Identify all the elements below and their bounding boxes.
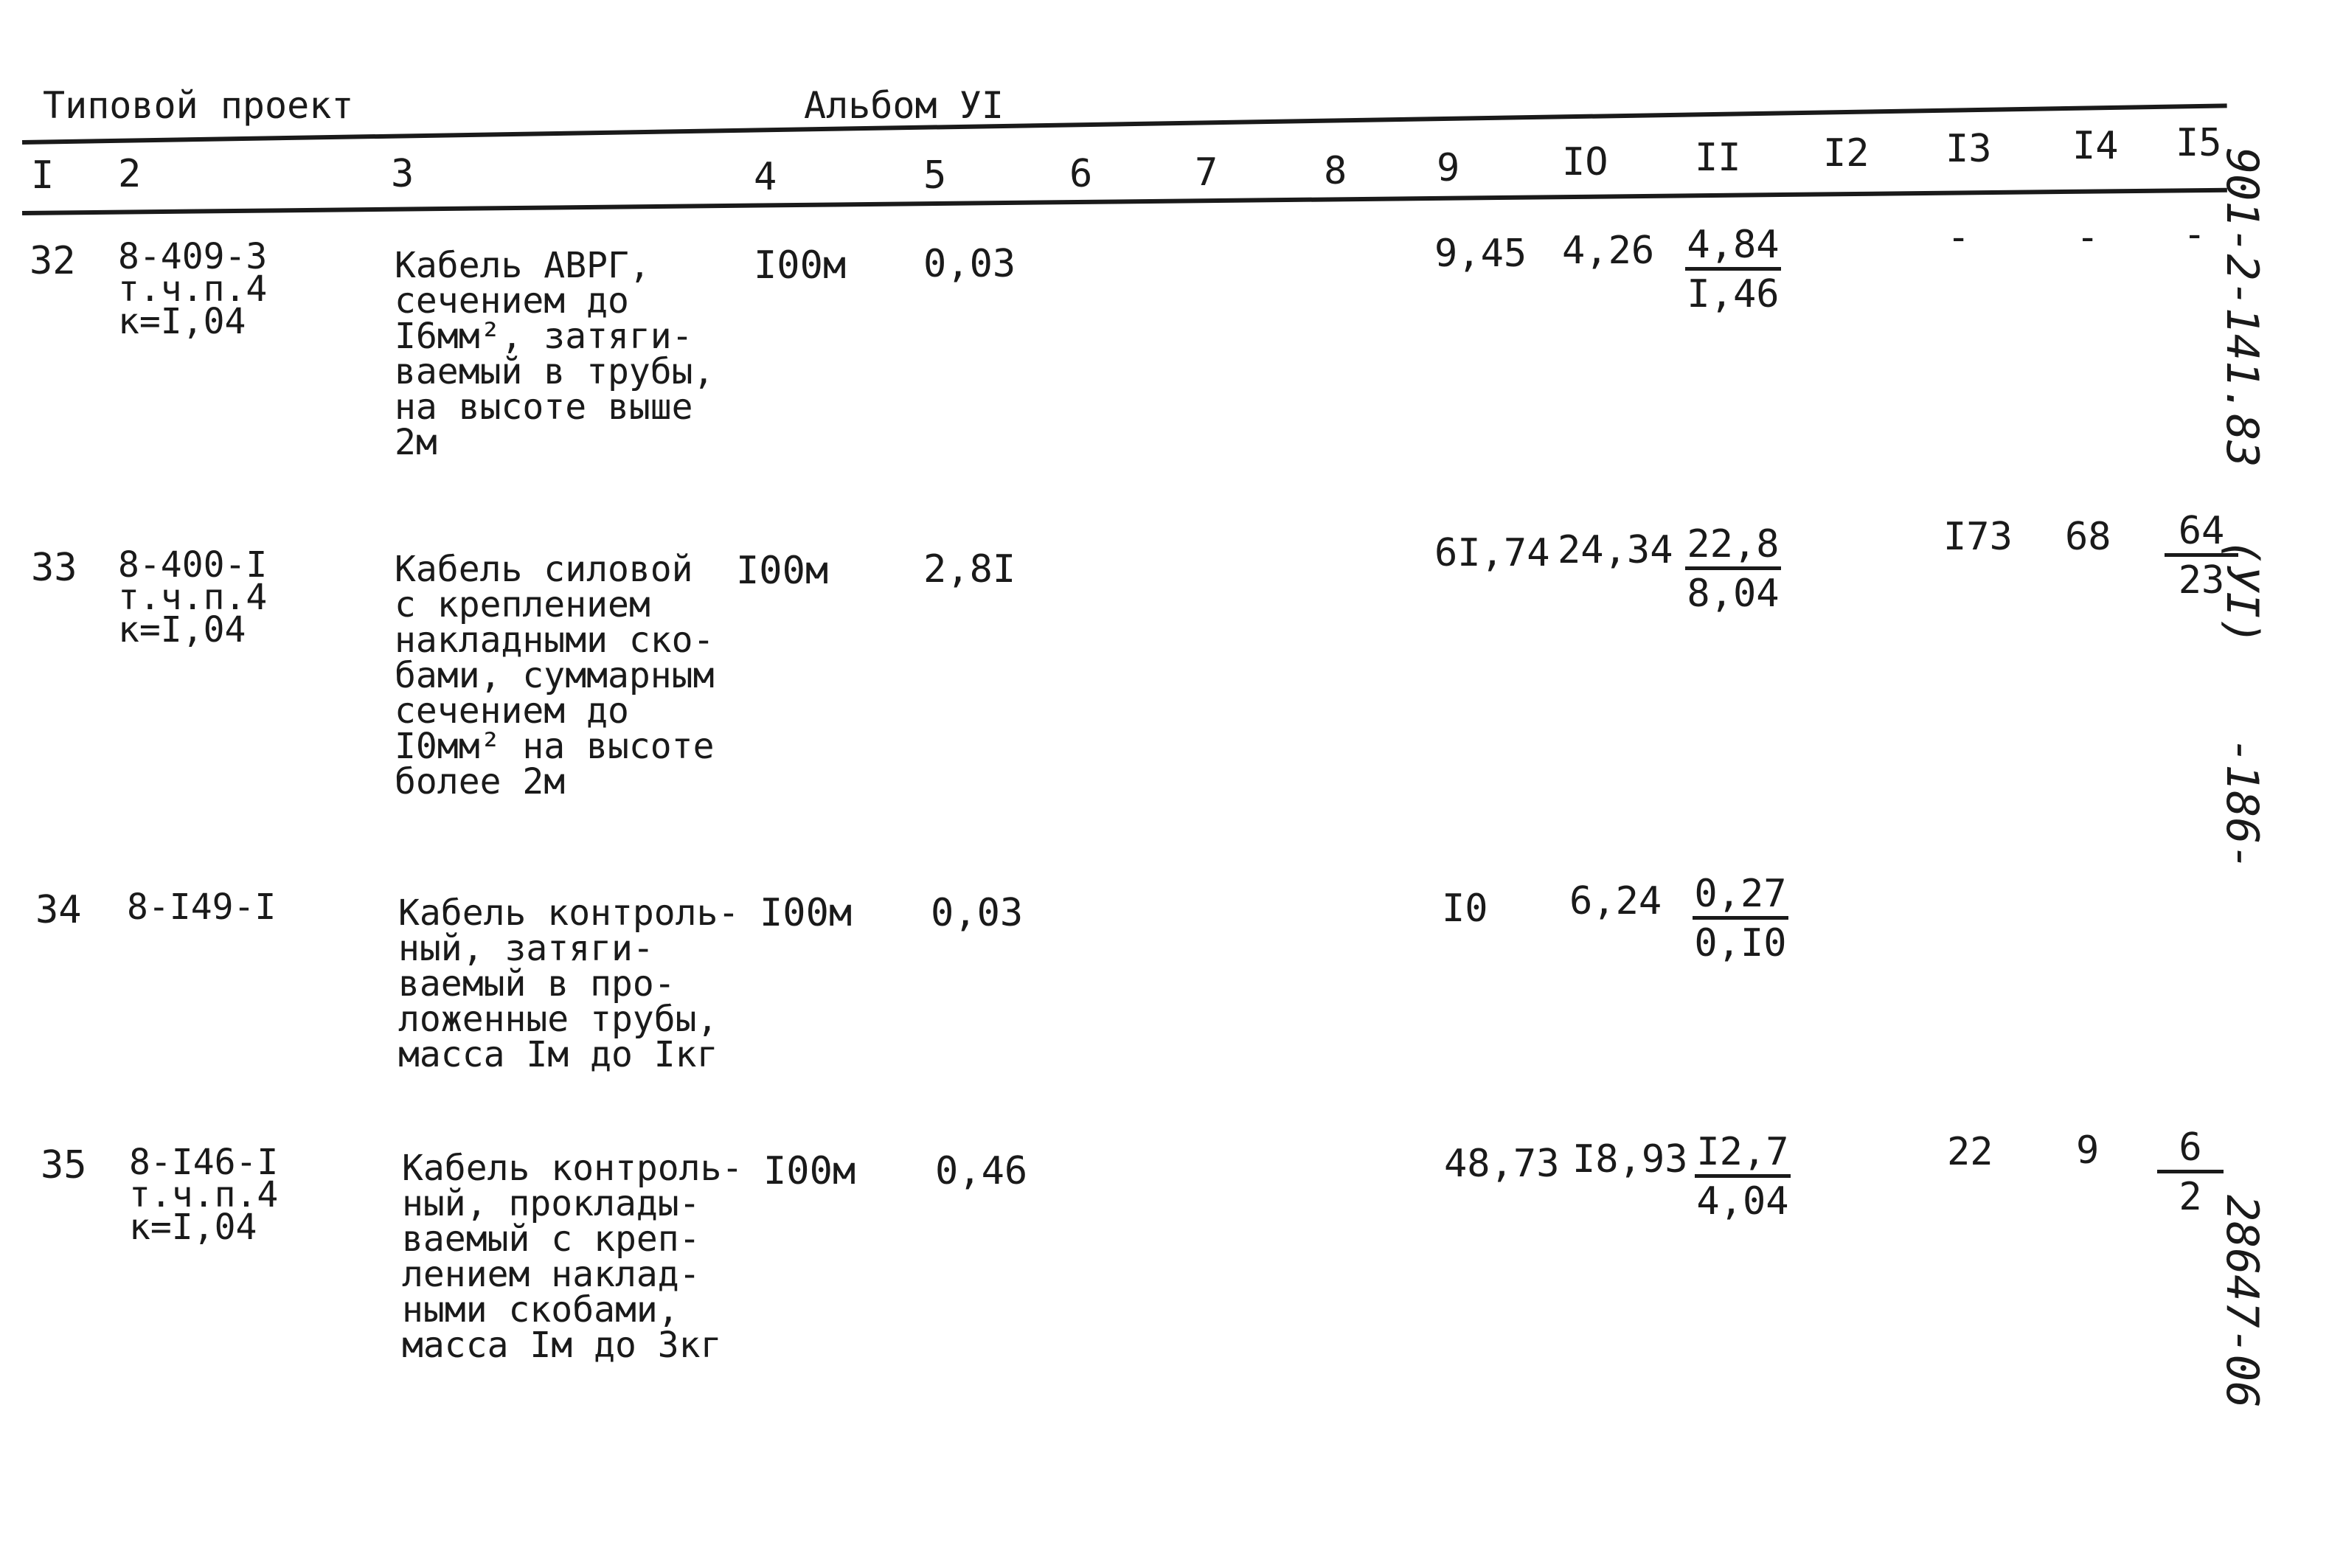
row-col14: 9 bbox=[2076, 1128, 2100, 1173]
row-col10: 6,24 bbox=[1569, 879, 1662, 923]
header-bottom-rule bbox=[22, 188, 2227, 215]
row-col11-fraction bbox=[1685, 223, 1781, 316]
row-unit: I00м bbox=[754, 243, 847, 288]
row-number: 35 bbox=[41, 1143, 87, 1187]
row-unit: I00м bbox=[763, 1149, 856, 1193]
row-code: 8-I46-I т.ч.п.4 к=I,04 bbox=[129, 1142, 279, 1248]
row-quantity: 0,03 bbox=[923, 242, 1016, 286]
row-col11-fraction bbox=[1695, 1130, 1791, 1224]
row-description: Кабель силовой с креплением накладными ско- бами, суммарным сечением до I0мм² на высоте более 2м bbox=[395, 549, 715, 802]
col-header-7: 7 bbox=[1195, 150, 1218, 195]
row-description: Кабель АВРГ, сечением до I6мм², затяги- ваемый в трубы, на высоте выше 2м bbox=[395, 245, 715, 463]
row-code: 8-409-3 т.ч.п.4 к=I,04 bbox=[118, 236, 268, 342]
row-quantity: 2,8I bbox=[923, 547, 1016, 592]
row-col13: 22 bbox=[1947, 1130, 1993, 1174]
row-col14: 68 bbox=[2065, 515, 2111, 559]
fraction-denominator: 4,04 bbox=[1696, 1179, 1789, 1224]
row-col9: 48,73 bbox=[1444, 1142, 1560, 1186]
row-col10: 24,34 bbox=[1558, 528, 1673, 572]
col-header-11: II bbox=[1695, 136, 1741, 180]
fraction-numerator: 6 bbox=[2157, 1128, 2224, 1173]
row-quantity: 0,03 bbox=[931, 891, 1024, 935]
col-header-9: 9 bbox=[1437, 146, 1460, 190]
col-header-15: I5 bbox=[2176, 121, 2222, 165]
row-col9: 9,45 bbox=[1434, 232, 1527, 276]
row-description: Кабель контроль- ный, проклады- ваемый с креп- лением наклад- ными скобами, масса Iм до 3кг bbox=[402, 1148, 743, 1366]
row-col15-fraction bbox=[2157, 1125, 2224, 1219]
album-label: Альбом УI bbox=[804, 84, 1004, 127]
col-header-6: 6 bbox=[1069, 152, 1093, 196]
row-number: 34 bbox=[35, 888, 82, 932]
row-col10: 4,26 bbox=[1562, 229, 1655, 273]
row-quantity: 0,46 bbox=[935, 1149, 1028, 1193]
row-col9: 6I,74 bbox=[1434, 531, 1550, 575]
fraction-denominator: 8,04 bbox=[1687, 572, 1780, 616]
col-header-14: I4 bbox=[2072, 124, 2119, 168]
margin-note-album: (УI) bbox=[2216, 538, 2268, 645]
margin-note-project-code: 901-2-141.83 bbox=[2216, 148, 2268, 468]
row-col13: I73 bbox=[1943, 515, 2013, 559]
row-col10: I8,93 bbox=[1572, 1137, 1688, 1182]
col-header-3: 3 bbox=[391, 152, 414, 196]
col-header-12: I2 bbox=[1823, 131, 1870, 176]
project-label: Типовой проект bbox=[43, 84, 354, 127]
col-header-2: 2 bbox=[118, 152, 142, 196]
row-col13: - bbox=[1947, 215, 1971, 260]
fraction-denominator: 0,I0 bbox=[1694, 921, 1787, 965]
row-description: Кабель контроль- ный, затяги- ваемый в про- ложенные трубы, масса Iм до Iкг bbox=[398, 892, 740, 1075]
row-code: 8-400-I т.ч.п.4 к=I,04 bbox=[118, 544, 268, 651]
margin-note-page-number: -186- bbox=[2216, 738, 2268, 871]
row-col9: I0 bbox=[1442, 887, 1488, 931]
col-header-8: 8 bbox=[1324, 149, 1347, 193]
row-unit: I00м bbox=[760, 891, 853, 935]
col-header-10: IO bbox=[1562, 140, 1608, 184]
fraction-numerator: 0,27 bbox=[1693, 875, 1788, 920]
fraction-numerator: 4,84 bbox=[1685, 226, 1781, 271]
col-header-13: I3 bbox=[1945, 127, 1992, 171]
col-header-5: 5 bbox=[923, 153, 947, 198]
row-unit: I00м bbox=[736, 549, 829, 593]
margin-note-registration: 28647-06 bbox=[2216, 1195, 2268, 1408]
row-col11-fraction bbox=[1685, 522, 1781, 616]
fraction-numerator: 22,8 bbox=[1685, 525, 1781, 570]
fraction-denominator: I,46 bbox=[1687, 272, 1780, 316]
fraction-denominator: 2 bbox=[2179, 1175, 2202, 1219]
row-code: 8-I49-I bbox=[127, 887, 277, 928]
col-header-4: 4 bbox=[754, 155, 777, 199]
row-col11-fraction bbox=[1693, 872, 1788, 965]
row-col15: - bbox=[2183, 212, 2207, 257]
col-header-1: I bbox=[31, 153, 55, 198]
row-number: 33 bbox=[31, 546, 77, 590]
fraction-numerator: I2,7 bbox=[1695, 1133, 1791, 1178]
row-number: 32 bbox=[29, 239, 76, 283]
fraction-denominator: 23 bbox=[2178, 558, 2225, 603]
fraction-numerator: 64 bbox=[2165, 512, 2238, 557]
row-col14: - bbox=[2076, 215, 2100, 260]
